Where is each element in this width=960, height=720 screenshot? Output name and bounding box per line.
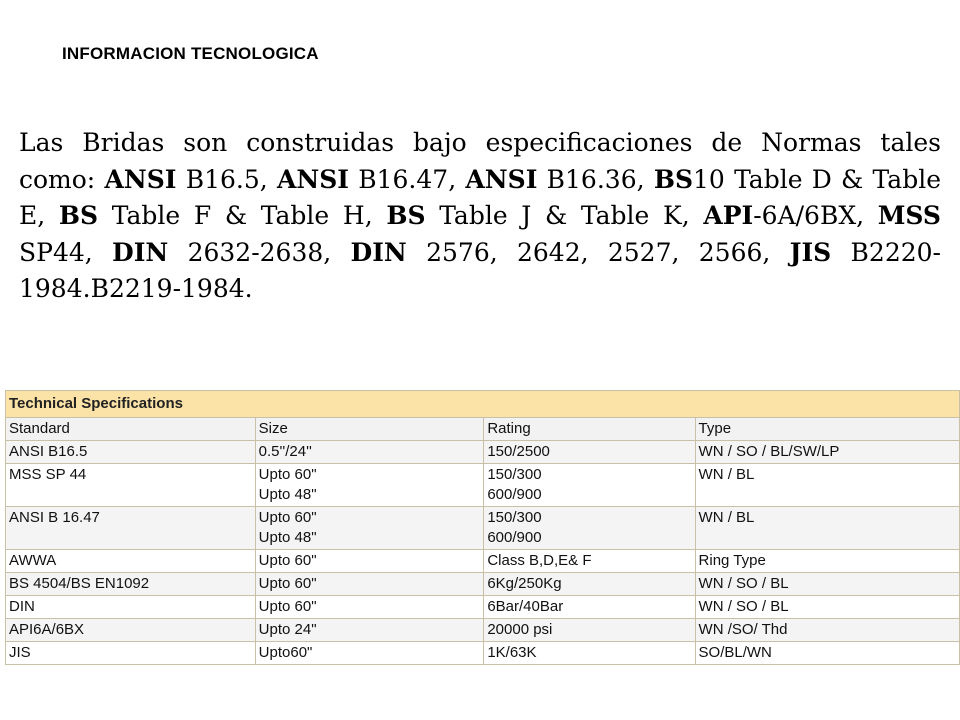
cell-size: Upto 24" [255, 619, 484, 642]
size-line: Upto 48" [258, 486, 317, 503]
cell-standard: BS 4504/BS EN1092 [6, 573, 256, 596]
cell-size: Upto 60" [255, 596, 484, 619]
cell-rating [484, 507, 695, 550]
cell-type: Ring Type [695, 550, 959, 573]
table-row [6, 642, 960, 665]
cell-standard: ANSI B16.5 [6, 441, 256, 464]
size-line: Upto 48" [258, 529, 317, 546]
rating-line: 150/300 [487, 509, 542, 526]
cell-size: Upto60" [255, 642, 484, 665]
table-row [6, 619, 960, 642]
cell-type: WN / BL [695, 507, 959, 550]
cell-size: Upto 60" [255, 550, 484, 573]
table-title: Technical Specifications [6, 391, 960, 418]
cell-rating: 1K/63K [484, 642, 695, 665]
table-row [6, 464, 960, 507]
size-line: Upto 60" [258, 466, 317, 483]
column-header-type: Type [695, 418, 959, 441]
column-header-standard: Standard [6, 418, 256, 441]
cell-type: WN / SO / BL [695, 573, 959, 596]
cell-standard: ANSI B 16.47 [6, 507, 256, 550]
cell-rating [484, 464, 695, 507]
column-header-size: Size [255, 418, 484, 441]
rating-line: 600/900 [487, 529, 542, 546]
cell-standard: AWWA [6, 550, 256, 573]
table-row [6, 441, 960, 464]
table-row [6, 550, 960, 573]
cell-size [255, 464, 484, 507]
cell-type: WN /SO/ Thd [695, 619, 959, 642]
cell-rating: 6Bar/40Bar [484, 596, 695, 619]
column-header-rating: Rating [484, 418, 695, 441]
cell-standard: API6A/6BX [6, 619, 256, 642]
table-row [6, 573, 960, 596]
rating-line: 150/300 [487, 466, 542, 483]
rating-line: 600/900 [487, 486, 542, 503]
cell-standard: DIN [6, 596, 256, 619]
cell-rating: Class B,D,E& F [484, 550, 695, 573]
cell-rating: 6Kg/250Kg [484, 573, 695, 596]
cell-standard: JIS [6, 642, 256, 665]
table-row [6, 596, 960, 619]
cell-size: 0.5''/24'' [255, 441, 484, 464]
cell-type: WN / SO / BL [695, 596, 959, 619]
cell-type: WN / BL [695, 464, 959, 507]
table-header-row [6, 418, 960, 441]
page-title: INFORMACION TECNOLOGICA [62, 44, 319, 63]
cell-type: SO/BL/WN [695, 642, 959, 665]
cell-rating: 150/2500 [484, 441, 695, 464]
table-row [6, 507, 960, 550]
cell-size [255, 507, 484, 550]
cell-standard: MSS SP 44 [6, 464, 256, 507]
size-line: Upto 60" [258, 509, 317, 526]
cell-size: Upto 60" [255, 573, 484, 596]
intro-paragraph: Las Bridas son construidas bajo especificaciones de Normas tales como: ANSI B16.5, ANSI B16.47, ANSI B16.36, BS10 Table D & Table E, BS Table F & Table H, BS Table J & Table K, API-6A/6BX, MSS SP44, DIN 2632-2638, DIN 2576, 2642, 2527, 2566, JIS B2220-1984.B2219-1984. [19, 128, 941, 303]
cell-type: WN / SO / BL/SW/LP [695, 441, 959, 464]
table-title-row [6, 391, 960, 418]
technical-specifications-table [5, 390, 960, 665]
cell-rating: 20000 psi [484, 619, 695, 642]
